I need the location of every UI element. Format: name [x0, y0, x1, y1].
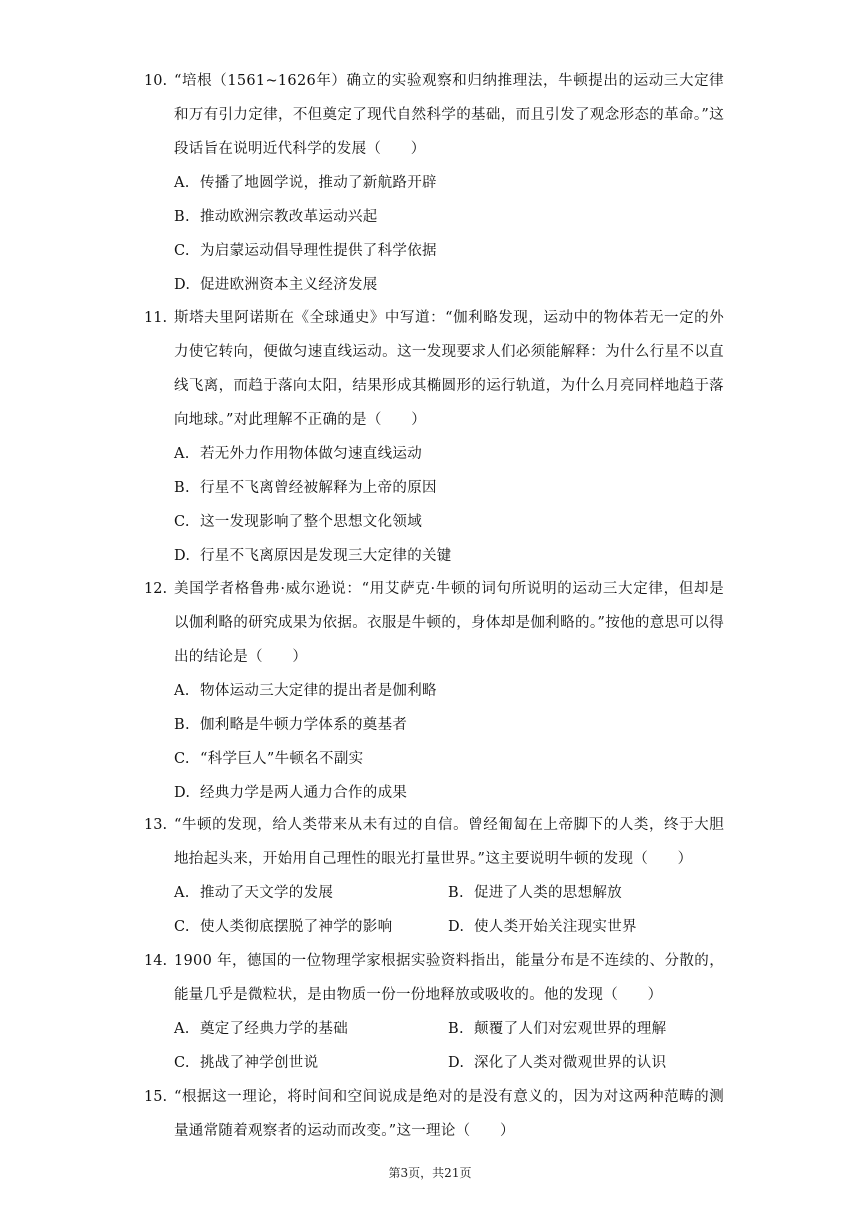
- question-stem: 1900 年，德国的一位物理学家根据实验资料指出，能量分布是不连续的、分散的，能量几乎是微粒状，是由物质一份一份地释放或吸收的。他的发现（ ）: [174, 953, 724, 1003]
- options-list: [174, 437, 724, 573]
- option-c: C. “科学巨人”牛顿名不副实: [174, 751, 364, 767]
- question-number: 14.: [144, 953, 168, 969]
- option-a: A. 传播了地圆学说，推动了新航路开辟: [174, 175, 437, 191]
- option-a: A. 奠定了经典力学的基础: [174, 1021, 348, 1037]
- option-c: C. 使人类彻底摆脱了神学的影响: [174, 919, 393, 935]
- question-stem: “牛顿的发现，给人类带来从未有过的自信。曾经匍匐在上帝脚下的人类，终于大胆地抬起头来，开始用自己理性的眼光打量世界。”这主要说明牛顿的发现（ ）: [174, 817, 724, 867]
- page-footer: 第3页，共21页: [388, 1166, 472, 1180]
- question-13: [144, 808, 724, 944]
- option-d: D. 行星不飞离原因是发现三大定律的关键: [174, 548, 452, 564]
- question-number: 10.: [144, 73, 168, 89]
- option-c: C. 挑战了神学创世说: [174, 1055, 319, 1071]
- option-b: B. 行星不飞离曾经被解释为上帝的原因: [174, 480, 437, 496]
- options-list: [174, 1012, 724, 1080]
- options-list: [174, 674, 724, 810]
- question-stem: “培根（1561~1626年）确立的实验观察和归纳推理法，牛顿提出的运动三大定律和万有引力定律，不但奠定了现代自然科学的基础，而且引发了观念形态的革命。”这段话旨在说明近代科学的发展（ ）: [174, 73, 724, 157]
- options-list: [174, 166, 724, 302]
- option-d: D. 使人类开始关注现实世界: [448, 919, 637, 935]
- question-14: [144, 944, 724, 1080]
- option-b: B. 促进了人类的思想解放: [448, 885, 622, 901]
- question-stem: “根据这一理论，将时间和空间说成是绝对的是没有意义的，因为对这两种范畴的测量通常随着观察者的运动而改变。”这一理论（ ）: [174, 1089, 724, 1139]
- option-a: A. 物体运动三大定律的提出者是伽利略: [174, 683, 437, 699]
- options-list: [174, 876, 724, 944]
- question-11: [144, 301, 724, 573]
- question-stem: 美国学者格鲁弗·威尔逊说：“用艾萨克·牛顿的词句所说明的运动三大定律，但却是以伽利略的研究成果为依据。衣服是牛顿的，身体却是伽利略的。”按他的意思可以得出的结论是（ ）: [174, 581, 724, 665]
- option-c: C. 为启蒙运动倡导理性提供了科学依据: [174, 243, 437, 259]
- option-d: D. 促进欧洲资本主义经济发展: [174, 277, 378, 293]
- option-b: B. 伽利略是牛顿力学体系的奠基者: [174, 717, 408, 733]
- question-number: 11.: [144, 310, 168, 326]
- option-b: B. 推动欧洲宗教改革运动兴起: [174, 209, 378, 225]
- option-d: D. 经典力学是两人通力合作的成果: [174, 785, 408, 801]
- question-15: [144, 1080, 724, 1148]
- option-a: A. 推动了天文学的发展: [174, 885, 334, 901]
- question-number: 13.: [144, 817, 168, 833]
- option-b: B. 颠覆了人们对宏观世界的理解: [448, 1021, 667, 1037]
- option-a: A. 若无外力作用物体做匀速直线运动: [174, 446, 422, 462]
- option-c: C. 这一发现影响了整个思想文化领域: [174, 514, 422, 530]
- question-10: [144, 64, 724, 302]
- question-stem: 斯塔夫里阿诺斯在《全球通史》中写道：“伽利略发现，运动中的物体若无一定的外力使它转向，便做匀速直线运动。这一发现要求人们必须能解释：为什么行星不以直线飞离，而趋于落向太阳，结果形成其椭圆形的运行轨道，为什么月亮同样地趋于落向地球。”对此理解不正确的是（ ）: [174, 310, 724, 428]
- question-12: [144, 572, 724, 810]
- question-number: 15.: [144, 1089, 168, 1105]
- question-number: 12.: [144, 581, 168, 597]
- option-d: D. 深化了人类对微观世界的认识: [448, 1055, 667, 1071]
